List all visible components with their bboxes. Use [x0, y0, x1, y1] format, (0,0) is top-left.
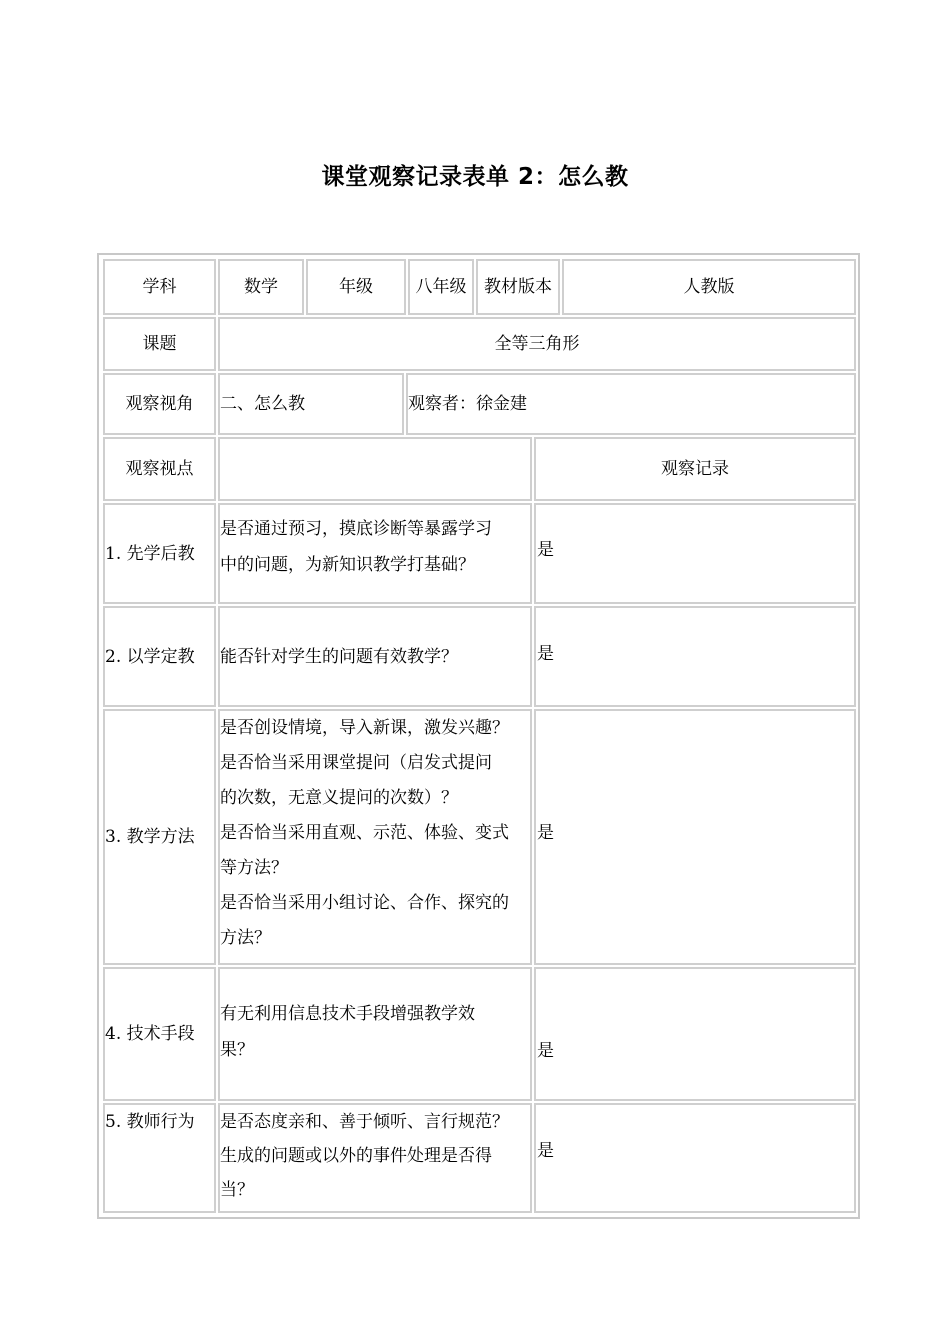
observation-question: [218, 503, 532, 604]
question-line: 生成的问题或以外的事件处理是否得: [220, 1146, 492, 1166]
observation-point: 2. 以学定教: [103, 606, 216, 707]
observation-table: [97, 253, 860, 1219]
observation-question: [218, 967, 532, 1101]
perspective-label: 观察视角: [103, 373, 216, 435]
observation-record: [534, 503, 856, 604]
observation-point: 4. 技术手段: [103, 967, 216, 1101]
observation-question: [218, 709, 532, 965]
point-column-header: 观察视点: [103, 437, 216, 501]
question-line: 等方法？: [220, 858, 288, 878]
question-line: 是否恰当采用小组讨论、合作、探究的: [220, 893, 509, 913]
grade-label: 年级: [306, 259, 406, 315]
question-line: 是否恰当采用直观、示范、体验、变式: [220, 823, 509, 843]
topic-label: 课题: [103, 317, 216, 371]
question-line: 的次数，无意义提问的次数）？: [220, 788, 458, 808]
observation-question: [218, 1103, 532, 1213]
question-line: 是否通过预习，摸底诊断等暴露学习: [220, 519, 492, 539]
observation-record: [534, 967, 856, 1101]
record-text: 是: [537, 644, 554, 664]
subject-label: 学科: [103, 259, 216, 315]
observation-record: [534, 606, 856, 707]
question-line: 中的问题，为新知识教学打基础？: [220, 555, 475, 575]
topic-value: 全等三角形: [218, 317, 856, 371]
observation-point: 5. 教师行为: [103, 1103, 216, 1213]
question-line: 是否态度亲和、善于倾听、言行规范？: [220, 1112, 509, 1132]
edition-value: 人教版: [562, 259, 856, 315]
subject-value: 数学: [218, 259, 304, 315]
observation-point: 3. 教学方法: [103, 709, 216, 965]
record-text: 是: [537, 540, 554, 560]
question-line: 是否创设情境，导入新课，激发兴趣？: [220, 718, 509, 738]
observation-question: [218, 606, 532, 707]
observer: 观察者：徐金建: [406, 373, 856, 435]
question-line: 能否针对学生的问题有效教学？: [220, 646, 458, 667]
question-line: 是否恰当采用课堂提问（启发式提问: [220, 753, 492, 773]
page-title: 课堂观察记录表单 2：怎么教: [321, 164, 629, 190]
perspective-value: 二、怎么教: [218, 373, 404, 435]
grade-value: 八年级: [408, 259, 474, 315]
question-line: 当？: [220, 1180, 254, 1200]
question-line: 有无利用信息技术手段增强教学效: [220, 1004, 475, 1024]
observation-record: [534, 1103, 856, 1213]
question-line: 方法？: [220, 928, 271, 948]
record-text: 是: [537, 1041, 554, 1061]
record-text: 是: [537, 823, 554, 843]
record-text: 是: [537, 1141, 554, 1161]
question-column-header: [218, 437, 532, 501]
edition-label: 教材版本: [476, 259, 560, 315]
record-column-header: 观察记录: [534, 437, 856, 501]
observation-point: 1. 先学后教: [103, 503, 216, 604]
question-line: 果？: [220, 1040, 254, 1060]
observation-record: [534, 709, 856, 965]
